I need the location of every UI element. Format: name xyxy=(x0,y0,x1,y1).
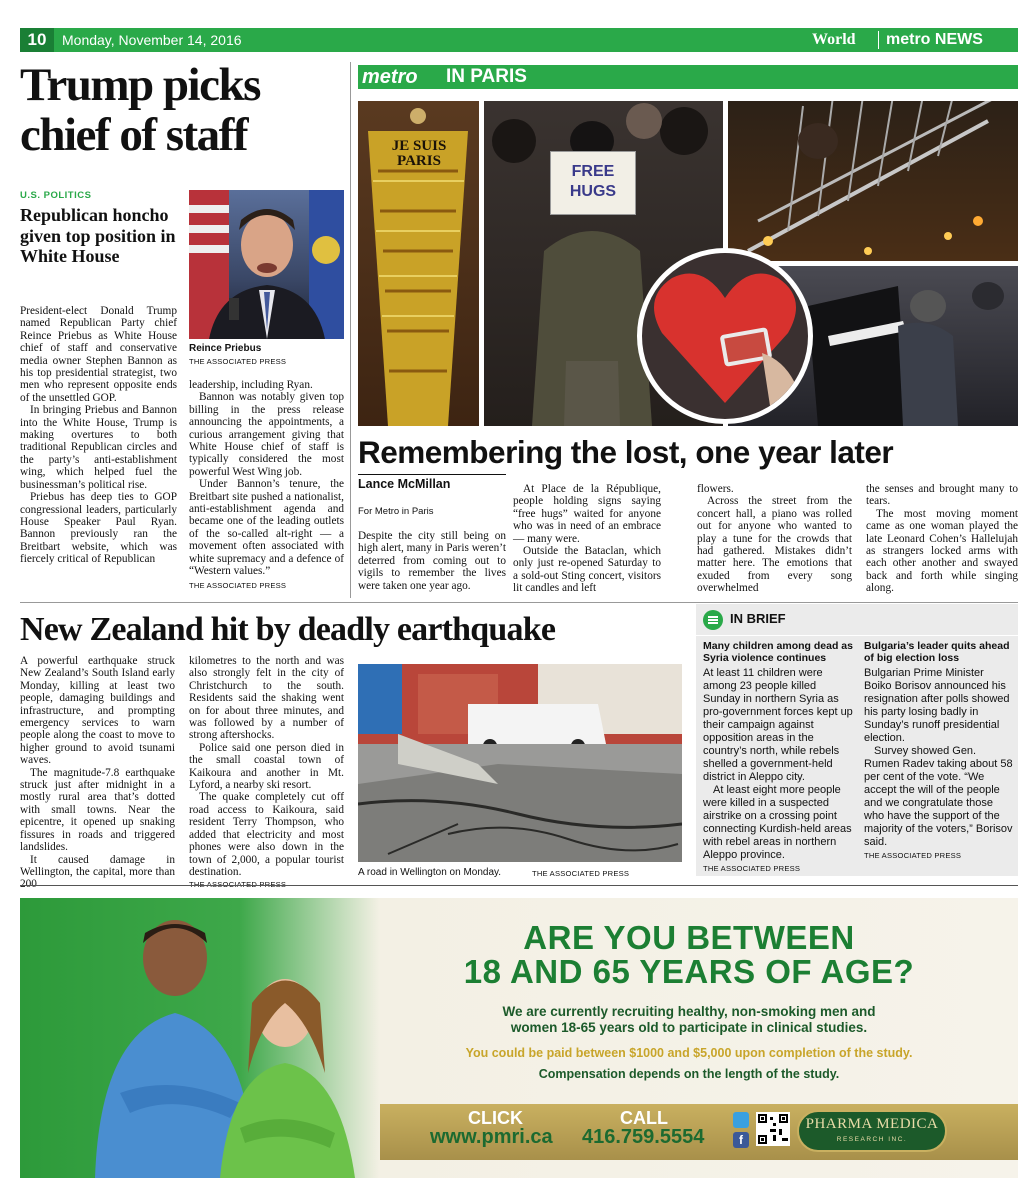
priebus-caption: Reince Priebus xyxy=(189,343,262,354)
section-name: World xyxy=(812,31,856,48)
paris-column-2 xyxy=(513,483,661,595)
paris-col2-para: Outside the Bataclan, which only just re-opened Saturday to a sold-out Sting concert, visitors lit candles and left xyxy=(513,545,661,595)
brief-syria-headline: Many children among dead as Syria violence continues xyxy=(703,640,853,664)
brief-item-bulgaria xyxy=(864,641,1014,860)
candles-barrier-photo xyxy=(728,101,1018,261)
wellington-road-photo xyxy=(358,664,682,862)
paris-col2-para: At Place de la République, people holding signs saying “free hugs” waited for anyone who was in need of an embrace — many were. xyxy=(513,483,661,545)
ad-phone-link[interactable]: 416.759.5554 xyxy=(582,1126,705,1148)
trump-col1-para: In bringing Priebus and Bannon into the White House, Trump is making overtures to both traditional Republican circles and the party’s anti-establishment wing, which helped fuel the businessman’s political rise. xyxy=(20,404,177,491)
trump-column-2 xyxy=(189,379,344,592)
trump-col1-para: Priebus has deep ties to GOP congressional leaders, particularly House Speaker Paul Ryan. Bannon previously ran the Breitbart website, which was fiercely critical of Republican xyxy=(20,491,177,566)
nz-col1-para: A powerful earthquake struck New Zealand’s South Island early Monday, killing at least two people, damaging buildings and infrastructure, and prompting emergency services to warn people along the coast to move to higher ground to avoid tsunami waves. xyxy=(20,655,175,767)
in-brief-title: IN BRIEF xyxy=(730,611,786,626)
section-divider xyxy=(20,602,1018,603)
ad-headline-1: ARE YOU BETWEEN xyxy=(523,919,855,956)
paris-col3-para: Across the street from the concert hall, a piano was rolled out for anyone who wanted to play a tune for the crowds that had gathered. Mistakes didn’t matter here. The emotions that exuded from every song overwhelmed xyxy=(697,495,852,595)
trump-kicker: U.S. POLITICS xyxy=(20,190,92,201)
brief-syria-credit: THE ASSOCIATED PRESS xyxy=(703,863,801,873)
in-brief-rule xyxy=(696,635,1018,636)
ad-models-illustration xyxy=(80,903,380,1178)
trump-subhead: Republican honcho given top position in White House xyxy=(20,205,176,266)
in-paris-label: IN PARIS xyxy=(446,66,527,87)
paris-headline: Remembering the lost, one year later xyxy=(358,434,894,470)
trump-col2-para: Bannon was notably given top billing in the press release announcing the appointments, a curious arrangement giving that White House chief of staff is typically considered the most powerful West Wing job. xyxy=(189,391,344,478)
ad-click-label: CLICK xyxy=(468,1108,523,1128)
in-paris-brand: metro xyxy=(362,66,418,88)
heart-illustration xyxy=(642,253,808,419)
ad-paid-text: You could be paid between $1000 and $5,000 upon completion of the study. xyxy=(465,1046,913,1060)
header-divider xyxy=(878,31,879,49)
byline-name: Lance McMillan xyxy=(358,477,451,491)
ad-body-2: women 18-65 years old to participate in clinical studies. xyxy=(510,1020,868,1035)
ad-url-link[interactable]: www.pmri.ca xyxy=(430,1126,553,1148)
paris-col4-para: the senses and brought many to tears. xyxy=(866,483,1018,508)
facebook-icon[interactable]: f xyxy=(733,1132,749,1148)
issue-date: Monday, November 14, 2016 xyxy=(62,32,242,48)
trump-col2-para: Under Bannon’s tenure, the Breitbart site pushed a nationalist, anti-establishment agenda and became one of the leading outlets of the so-called alt-right — a movement often associated with white supremacy and a defence of “Western values.” xyxy=(189,478,344,578)
byline-org: For Metro in Paris xyxy=(358,506,434,517)
byline-rule xyxy=(358,474,506,475)
paris-column-3 xyxy=(697,483,852,595)
qr-pattern xyxy=(758,1114,788,1144)
brief-bulgaria-para: Bulgarian Prime Minister Boiko Borisov announced his resignation after polls showed his party losing badly in Sunday’s runoff presidential election. xyxy=(864,666,1010,744)
nz-col2-para: The quake completely cut off road access to Kaikoura, said resident Terry Thompson, who added that electricity and most phones were also down in the town of 2,000, a popular tourist destination. xyxy=(189,791,344,878)
brief-bulgaria-body xyxy=(864,667,1014,849)
trump-col2-para: leadership, including Ryan. xyxy=(189,379,313,391)
nz-col1-para: It caused damage in Wellington, the capital, more than xyxy=(20,853,175,878)
candles-illustration xyxy=(728,101,1018,261)
paris-col4-para: The most moving moment came as one woman played the late Leonard Cohen’s Hallelujah as strangers locked arms with each other another and swayed back and forth while singing along. xyxy=(866,507,1018,595)
pharma-medica-name: PHARMA MEDICA xyxy=(805,1116,939,1132)
ad-headline-2: 18 AND 65 YEARS OF AGE? xyxy=(463,953,915,990)
nz-col2-para: kilometres to the north and was also strongly felt in the city of Christchurch to the south. Residents said the shaking went on for about three minutes, and was followed by a number of strong aftershocks. xyxy=(189,655,344,742)
metro-news-logo: metro NEWS xyxy=(886,31,983,48)
nz-headline: New Zealand hit by deadly earthquake xyxy=(20,611,556,648)
ad-compensation-text: Compensation depends on the length of the study. xyxy=(538,1067,840,1081)
brief-bulgaria-credit: THE ASSOCIATED PRESS xyxy=(864,850,962,860)
page-number: 10 xyxy=(20,28,54,52)
nz-col1-para: The magnitude-7.8 earthquake struck just after midnight in a mostly rural area that’s dotted with small towns. Near the epicentre, it opened up snaking fissures in roads and triggered landslides. xyxy=(20,766,175,854)
road-photo-credit: THE ASSOCIATED PRESS xyxy=(532,869,630,878)
in-brief-icon xyxy=(703,610,723,630)
paris-column-1 xyxy=(358,530,506,592)
paris-col3-para: flowers. xyxy=(697,483,734,495)
column-divider xyxy=(350,62,351,598)
nz-col2-para: Police said one person died in the small coastal town of Kaikoura and another in Mt. Lyford, a nearby ski resort. xyxy=(189,741,344,792)
paris-column-4 xyxy=(866,483,1018,595)
ad-divider xyxy=(20,885,1018,886)
twitter-icon[interactable] xyxy=(733,1112,749,1128)
trump-col1-para: President-elect Donald Trump named Republican Party chief Reince Priebus as White House chief of staff and conservative media owner Stephen Bannon as his top presidential strategist, two men who represent opposite ends of the unsettled GOP. xyxy=(20,305,177,404)
brief-bulgaria-headline: Bulgaria’s leader quits ahead of big election loss xyxy=(864,640,1010,664)
je-suis-paris-text: JE SUIS PARIS xyxy=(391,138,447,169)
qr-code-icon[interactable] xyxy=(756,1112,790,1146)
brief-syria-para: At least eight more people were killed in a suspected airstrike on a crossing point connecting Kurdish-held areas with rebel areas in northern Aleppo province. xyxy=(703,783,852,861)
brief-item-syria xyxy=(703,641,853,873)
cracked-road-illustration xyxy=(358,664,682,862)
brief-syria-para: At least 11 children were among 23 people killed Sunday in northern Syria as pro-government forces kept up their campaign against opposition areas in the country’s north, while rebels shelled a government-held district in Aleppo city. xyxy=(703,666,853,783)
ad-body-1: We are currently recruiting healthy, non-smoking men and xyxy=(502,1004,876,1019)
priebus-illustration xyxy=(189,190,344,339)
ad-call-label: CALL xyxy=(620,1108,668,1128)
brief-syria-body xyxy=(703,667,853,862)
pharma-medica-subtitle: RESEARCH INC. xyxy=(836,1136,908,1143)
nz-column-2 xyxy=(189,655,344,892)
priebus-photo xyxy=(189,190,344,339)
trump-headline: Trump picks chief of staff xyxy=(20,59,260,161)
priebus-photo-credit: THE ASSOCIATED PRESS xyxy=(189,357,287,366)
trump-column-1 xyxy=(20,305,177,566)
je-suis-paris-photo xyxy=(358,101,479,426)
free-hugs-sign: FREE HUGS xyxy=(550,151,636,215)
road-photo-caption: A road in Wellington on Monday. xyxy=(358,867,502,878)
list-icon xyxy=(703,610,723,630)
paris-col1-para: Despite the city still being on high alert, many in Paris weren’t deterred from coming out to vigils to remember the lives were taken one year ago. xyxy=(358,530,506,592)
nz-column-1 xyxy=(20,655,175,891)
trump-credit: THE ASSOCIATED PRESS xyxy=(189,580,287,590)
brief-bulgaria-para: Survey showed Gen. Rumen Radev taking about 58 per cent of the vote. “We accept the will of the people and we congratulate those who have the support of the majority of the voters,” Borisov said. xyxy=(864,744,1013,848)
red-heart-inset xyxy=(637,248,813,424)
